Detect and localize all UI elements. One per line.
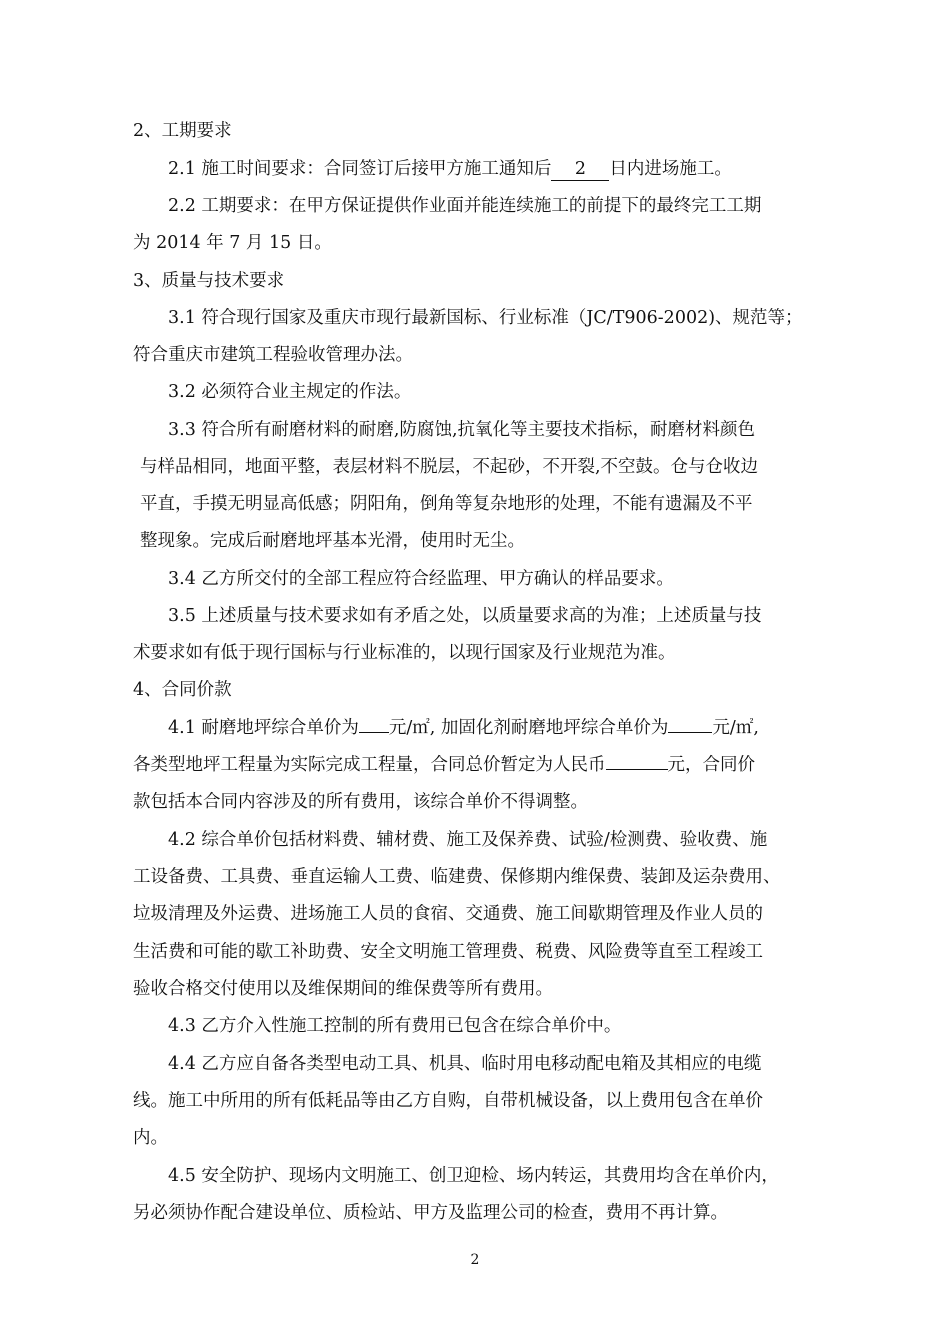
paragraph-line: 4.2 综合单价包括材料费、辅材费、施工及保养费、试验/检测费、验收费、施 <box>168 830 768 850</box>
paragraph-line <box>168 156 732 182</box>
paragraph-line: 线。施工中所用的所有低耗品等由乙方自购，自带机械设备，以上费用包含在单价 <box>133 1091 763 1111</box>
page-number: 2 <box>470 1252 480 1268</box>
paragraph-line: 款包括本合同内容涉及的所有费用，该综合单价不得调整。 <box>133 792 588 812</box>
paragraph-line: 符合重庆市建筑工程验收管理办法。 <box>133 345 413 365</box>
section-heading: 2、工期要求 <box>133 121 232 141</box>
paragraph-line <box>133 752 755 778</box>
paragraph-line: 另必须协作配合建设单位、质检站、甲方及监理公司的检查，费用不再计算。 <box>133 1203 728 1223</box>
paragraph-line: 平直，手摸无明显高低感；阴阳角，倒角等复杂地形的处理，不能有遗漏及不平 <box>140 494 753 514</box>
paragraph-line: 3.1 符合现行国家及重庆市现行最新国标、行业标准（JC/T906-2002)、规范等； <box>168 308 803 328</box>
line-text: 元/㎡, 加固化剂耐磨地坪综合单价为 <box>388 718 669 738</box>
line-text: 2.1 施工时间要求：合同签订后接甲方施工通知后 <box>168 159 552 179</box>
paragraph-line: 内。 <box>133 1128 168 1148</box>
line-text: 各类型地坪工程量为实际完成工程量，合同总价暂定为人民币 <box>133 755 606 775</box>
paragraph-line: 3.4 乙方所交付的全部工程应符合经监理、甲方确认的样品要求。 <box>168 569 674 589</box>
paragraph-line: 3.3 符合所有耐磨材料的耐磨,防腐蚀,抗氧化等主要技术指标，耐磨材料颜色 <box>168 420 756 440</box>
paragraph-line: 垃圾清理及外运费、进场施工人员的食宿、交通费、施工间歇期管理及作业人员的 <box>133 904 763 924</box>
fill-in-blank <box>359 732 389 733</box>
paragraph-line: 验收合格交付使用以及维保期间的维保费等所有费用。 <box>133 979 553 999</box>
section-heading: 3、质量与技术要求 <box>133 271 285 291</box>
line-text: 4.1 耐磨地坪综合单价为 <box>168 718 359 738</box>
paragraph-line: 4.3 乙方介入性施工控制的所有费用已包含在综合单价中。 <box>168 1016 622 1036</box>
fill-in-blank <box>668 732 712 733</box>
fill-in-blank: 2 <box>551 158 609 181</box>
paragraph-line: 术要求如有低于现行国标与行业标准的，以现行国家及行业规范为准。 <box>133 643 676 663</box>
line-text: 元，合同价 <box>667 755 755 775</box>
paragraph-line: 生活费和可能的歇工补助费、安全文明施工管理费、税费、风险费等直至工程竣工 <box>133 942 763 962</box>
section-heading: 4、合同价款 <box>133 680 232 700</box>
line-text: 元/㎡, <box>712 718 759 738</box>
paragraph-line: 与样品相同，地面平整，表层材料不脱层，不起砂，不开裂,不空鼓。仓与仓收边 <box>140 457 759 477</box>
paragraph-line: 3.2 必须符合业主规定的作法。 <box>168 382 412 402</box>
paragraph-line: 为 2014 年 7 月 15 日。 <box>133 233 332 253</box>
paragraph-line <box>168 715 759 741</box>
line-text: 日内进场施工。 <box>609 159 732 179</box>
paragraph-line: 工设备费、工具费、垂直运输人工费、临建费、保修期内维保费、装卸及运杂费用、 <box>133 867 781 887</box>
paragraph-line: 3.5 上述质量与技术要求如有矛盾之处，以质量要求高的为准；上述质量与技 <box>168 606 762 626</box>
paragraph-line: 4.4 乙方应自备各类型电动工具、机具、临时用电移动配电箱及其相应的电缆 <box>168 1054 762 1074</box>
paragraph-line: 4.5 安全防护、现场内文明施工、创卫迎检、场内转运，其费用均含在单价内， <box>168 1166 779 1186</box>
paragraph-line: 整现象。完成后耐磨地坪基本光滑，使用时无尘。 <box>140 531 525 551</box>
paragraph-line: 2.2 工期要求：在甲方保证提供作业面并能连续施工的前提下的最终完工工期 <box>168 196 762 216</box>
fill-in-blank <box>606 769 668 770</box>
